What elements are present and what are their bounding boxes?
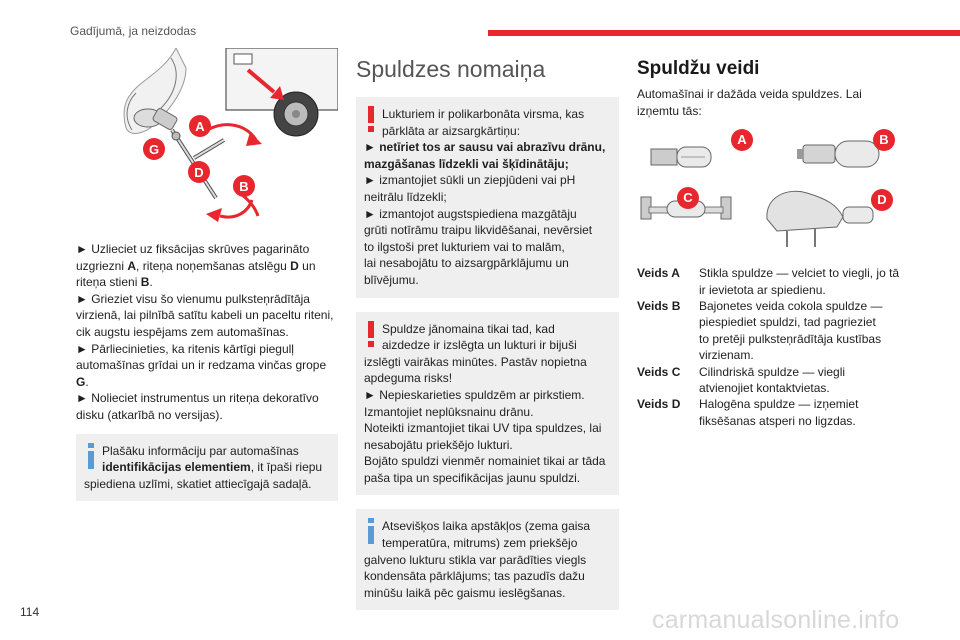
page-number: 114 — [20, 605, 40, 619]
column-left — [76, 48, 338, 501]
header-accent-bar — [488, 30, 960, 36]
watermark: carmanualsonline.info — [652, 606, 900, 634]
info-note-identification: Plašāku informāciju par automašīnas identifikācijas elementiem, it īpaši riepu spiediena uzlīmi, skatiet attiecīgajā sadaļā. — [76, 434, 338, 502]
bulb-types-illustration — [637, 127, 917, 257]
info-icon — [85, 443, 97, 469]
bulb-a-drawing — [651, 147, 711, 167]
running-header: Gadījumā, ja neizdodas — [70, 24, 197, 38]
bulb-label-b: B — [873, 129, 895, 151]
section-heading-bulb-replacement: Spuldzes nomaiņa — [356, 56, 546, 82]
instruction-step-4: ► Nolieciet instrumentus un riteņa dekoratīvo disku (atkarībā no versijas). — [76, 391, 319, 422]
warning-note-burn-risk: Spuldze jānomaina tikai tad, kad aizdedze ir izslēgta un lukturi ir bijuši izslēgti vairākas minūtes. Pastāv nopietna apdeguma risks! ► Nepieskarieties spuldzēm ar pirkstiem. Izmantojiet neplūksnainu drānu. Noteikti izmantojiet tikai UV tipa spuldzes, lai nesabojātu priekšējo lukturi. Bojāto spuldzi vienmēr nomainiet tikai ar tāda paša tipa un specifikācijas jaunu spuldzi. — [356, 312, 619, 496]
info-note-condensation: Atsevišķos laika apstākļos (zema gaisa temperatūra, mitrums) zem priekšējo galveno lukturu stikla var parādīties viegls kondensāta pārklājums; tas pazudīs dažu minūšu laikā pēc gaismu ieslēgšanas. — [356, 509, 619, 610]
bulb-type-b: Veids B Bajonetes veida cokola spuldze — piespiediet spuldzi, tad pagrieziet to pretēji pulksteņrādītāja kustības virzienam. — [637, 299, 883, 363]
instruction-step-1: ► Uzlieciet uz fiksācijas skrūves pagarināto uzgriezni A, riteņa noņemšanas atslēgu D un riteņa stieni B. — [76, 242, 316, 290]
bulb-types-intro: Automašīnai ir dažāda veida spuldzes. Lai izņemtu tās: — [637, 87, 862, 118]
info-icon — [365, 518, 377, 544]
column-middle — [356, 48, 619, 610]
bulb-b-drawing — [797, 141, 879, 167]
warning-note-polycarbonate: Lukturiem ir polikarbonāta virsma, kas pārklāta ar aizsargkārtiņu: ► netīriet tos ar sausu vai abrazīvu drānu, mazgāšanas līdzekli vai šķīdinātāju; ► izmantojiet sūkli un ziepjūdeni vai pH neitrālu līdzekli; ► izmantojot augstspiediena mazgātāju grūti notīrāmu traipu likvidēšanai, nevērsiet to ilgstoši pret lukturiem vai to malām, lai nesabojātu to aizsargpārklājumu un blīvējumu. — [356, 97, 619, 298]
bulb-label-c: C — [677, 187, 699, 209]
bulb-type-d: Veids D Halogēna spuldze — izņemiet fiksēšanas atsperi no ligzdas. — [637, 397, 859, 428]
section-heading-bulb-types: Spuldžu veidi — [637, 58, 760, 79]
instruction-step-3: ► Pārliecinieties, ka ritenis kārtīgi piegulļ automašīnas grīdai un ir redzama vinčas grope G. — [76, 341, 327, 389]
bulb-label-a: A — [731, 129, 753, 151]
warning-icon — [365, 106, 377, 132]
bulb-d-drawing — [767, 191, 873, 247]
figure-label-d: D — [194, 165, 204, 180]
warning-icon — [365, 321, 377, 347]
spare-wheel-illustration — [76, 48, 338, 224]
bulb-type-a: Veids A Stikla spuldze — velciet to viegli, jo tā ir ievietota ar spiedienu. — [637, 266, 900, 297]
bulb-label-d: D — [871, 189, 893, 211]
figure-label-g: G — [148, 142, 160, 157]
column-right — [637, 48, 917, 429]
figure-label-b: B — [239, 179, 249, 194]
figure-label-a: A — [195, 119, 205, 134]
instruction-step-2: ► Grieziet visu šo vienumu pulksteņrādītāja virzienā, lai pilnībā satītu kabeli un paceltu riteni, cik augstu iespējams zem automašīnas. — [76, 291, 334, 339]
bulb-types-list — [637, 265, 917, 429]
bulb-type-c: Veids C Cilindriskā spuldze — viegli atvienojiet kontaktvietas. — [637, 364, 846, 396]
